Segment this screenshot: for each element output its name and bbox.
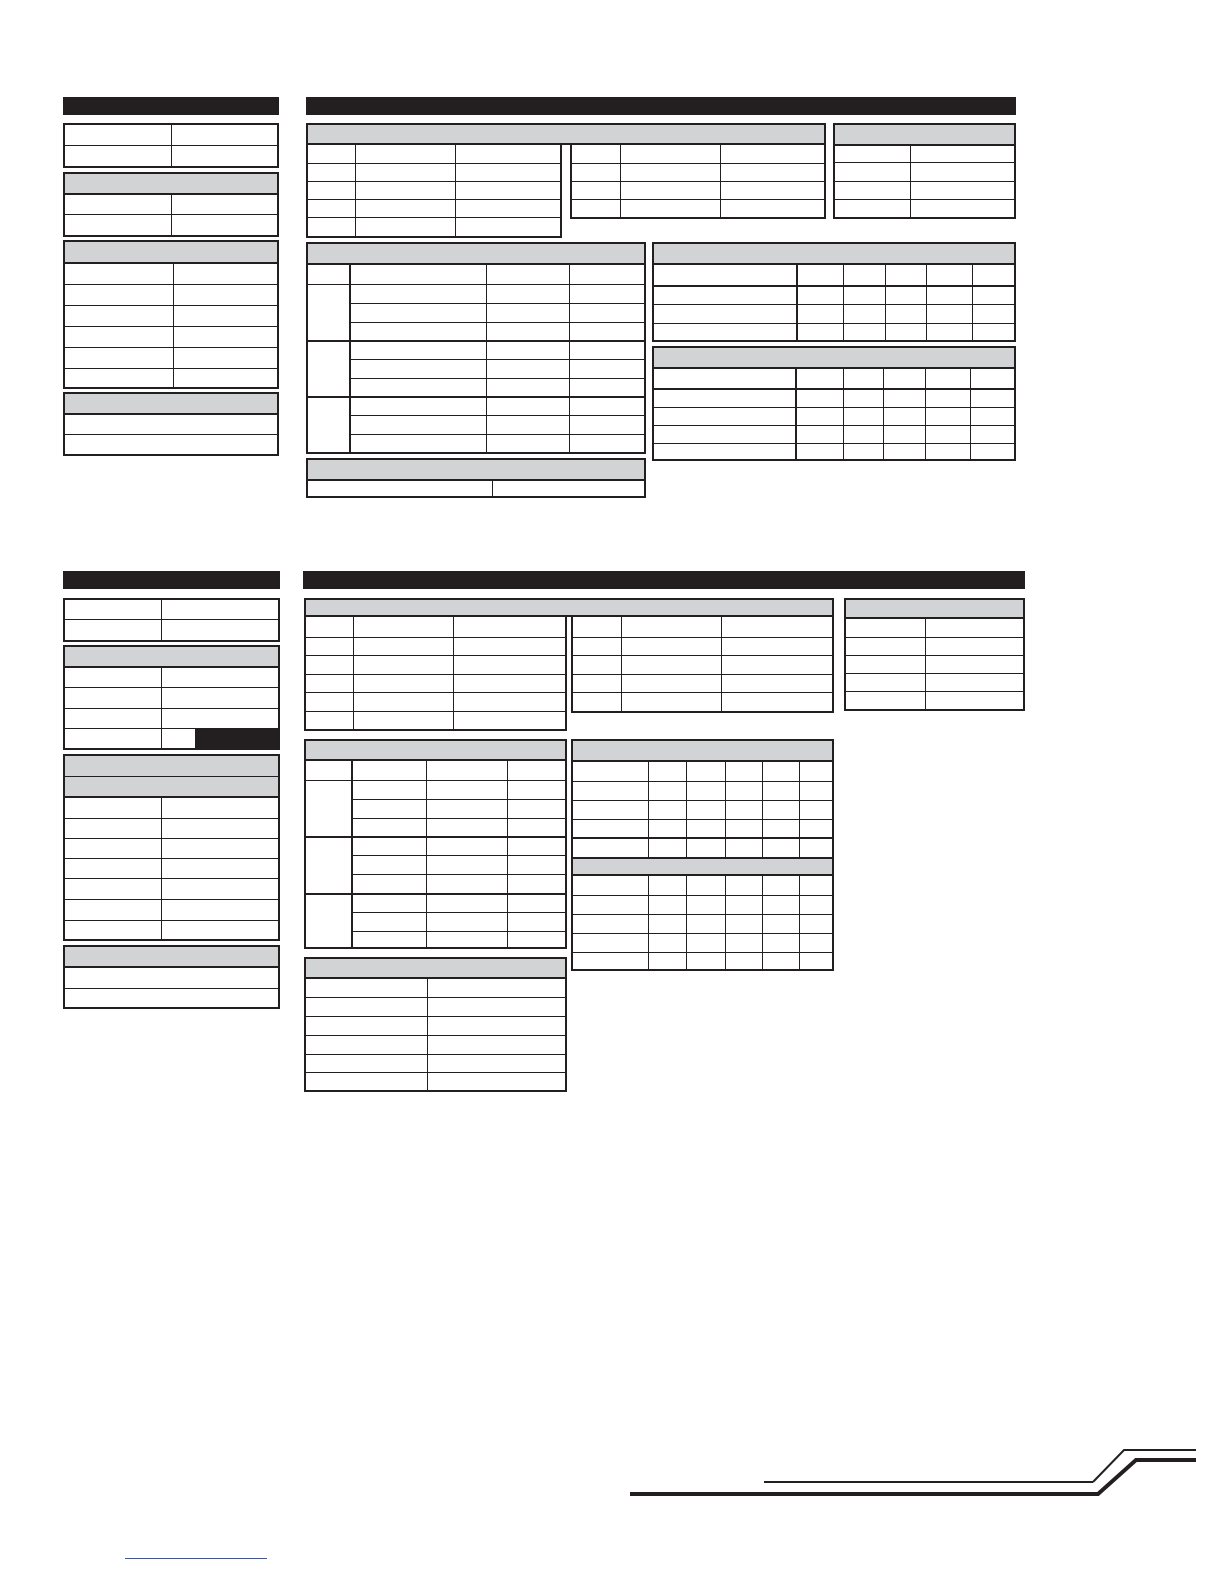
lower-left-box-3 [63, 754, 280, 941]
upper-grid-header-a [306, 123, 826, 145]
lower-right-table [844, 598, 1025, 711]
upper-table-a1 [306, 143, 562, 238]
upper-left-box-3 [63, 240, 279, 389]
lower-bottom-table-header [306, 959, 565, 979]
upper-main-title-bar [306, 97, 1016, 115]
lower-left-box-4 [63, 945, 280, 1009]
footer-swoosh-graphic [600, 1430, 1224, 1510]
lower-bottom-table [304, 957, 567, 1092]
lower-table-a2 [571, 615, 834, 713]
upper-bottom-table [306, 458, 646, 498]
upper-right-table-header [835, 125, 1014, 146]
lower-table-a1 [304, 615, 567, 731]
upper-table-a2 [570, 143, 826, 219]
lower-left-box-2-filled-cell [195, 729, 280, 748]
upper-left-title-bar [63, 97, 279, 115]
upper-matrix-2-header [654, 348, 1014, 369]
footer-link-underline[interactable] [125, 1558, 267, 1559]
lower-left-box-4-header [65, 947, 278, 968]
upper-left-box-1 [63, 123, 279, 168]
upper-matrix-1-header [654, 244, 1014, 265]
lower-grouped-table-header [306, 741, 565, 761]
upper-right-table [833, 123, 1016, 219]
upper-bottom-table-header [308, 460, 644, 481]
upper-left-box-4-header [65, 394, 277, 415]
lower-left-box-1 [63, 598, 280, 642]
lower-right-table-header [846, 600, 1023, 619]
upper-left-box-3-header [65, 242, 277, 264]
lower-matrix-1-header [573, 741, 832, 762]
upper-grouped-table [306, 242, 646, 454]
lower-matrix-tables [571, 739, 834, 971]
upper-left-box-2-header [65, 174, 277, 195]
upper-matrix-1 [652, 242, 1016, 342]
lower-left-title-bar [63, 571, 280, 589]
lower-matrix-2-header [573, 857, 832, 876]
lower-main-title-bar [303, 571, 1025, 589]
upper-grouped-table-header [308, 244, 644, 265]
lower-left-box-2 [63, 645, 280, 750]
upper-left-box-4 [63, 392, 279, 456]
upper-matrix-2 [652, 346, 1016, 461]
upper-left-box-2 [63, 172, 279, 237]
lower-left-box-2-header [65, 647, 278, 668]
lower-left-box-3-header [65, 756, 278, 798]
lower-grouped-table [304, 739, 567, 949]
